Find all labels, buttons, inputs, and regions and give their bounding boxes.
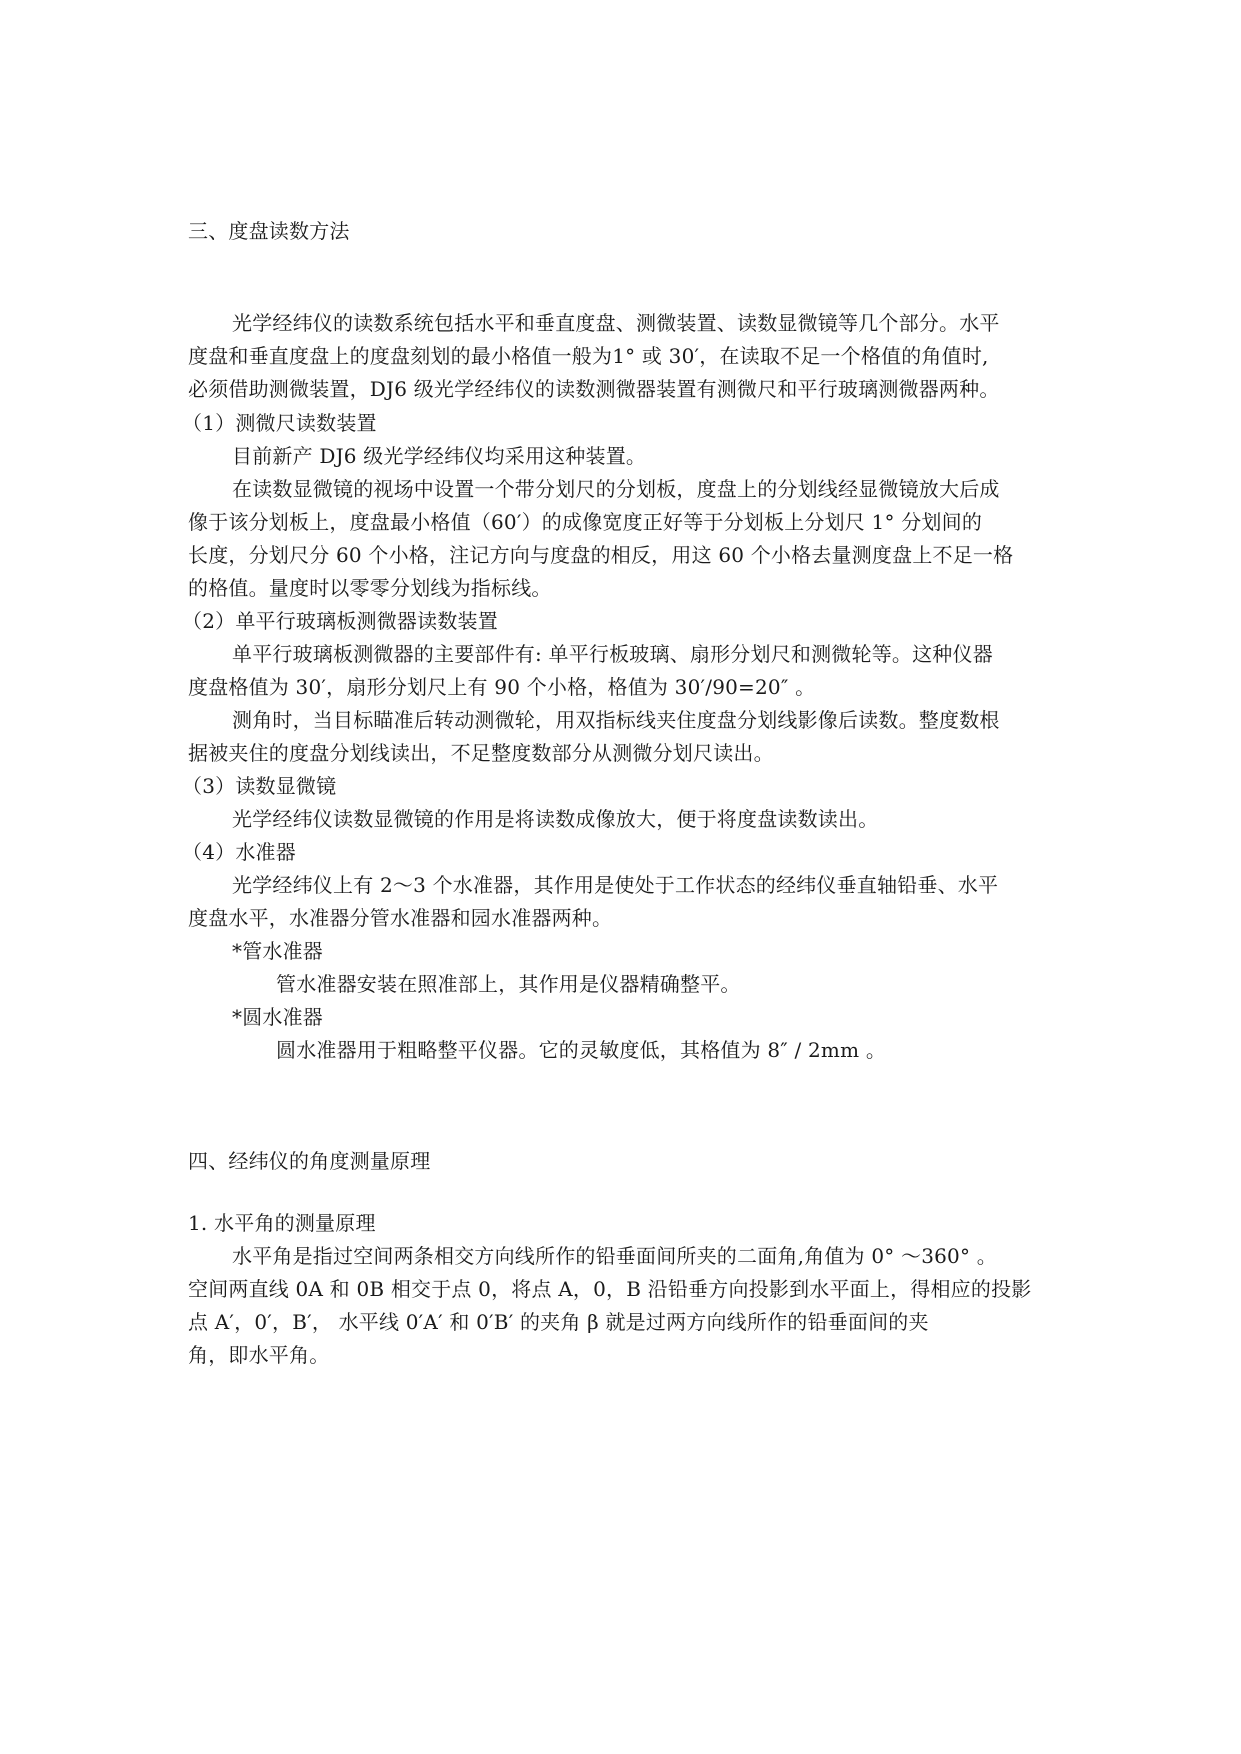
paragraph-line: 据被夹住的度盘分划线读出，不足整度数部分从测微分划尺读出。: [188, 741, 774, 765]
subsection-title: （1）测微尺读数装置: [182, 411, 377, 435]
subsection-title: 1. 水平角的测量原理: [188, 1211, 376, 1235]
subsection-title: （2）单平行玻璃板测微器读数装置: [182, 609, 498, 633]
paragraph-line: 空间两直线 0A 和 0B 相交于点 0，将点 A，0，B 沿铅垂方向投影到水平面上，得相应的投影: [188, 1277, 1032, 1301]
list-item-text: 圆水准器用于粗略整平仪器。它的灵敏度低，其格值为 8″ / 2mm 。: [276, 1038, 887, 1062]
paragraph-line: 的格值。量度时以零零分划线为指标线。: [188, 576, 552, 600]
paragraph-line: 光学经纬仪的读数系统包括水平和垂直度盘、测微装置、读数显微镜等几个部分。水平: [232, 311, 1000, 335]
list-item-title: *圆水准器: [232, 1005, 323, 1029]
paragraph-line: 光学经纬仪上有 2～3 个水准器，其作用是使处于工作状态的经纬仪垂直轴铅垂、水平: [232, 873, 999, 897]
paragraph-line: 在读数显微镜的视场中设置一个带分划尺的分划板，度盘上的分划线经显微镜放大后成: [232, 477, 1000, 501]
paragraph-line: 单平行玻璃板测微器的主要部件有: 单平行板玻璃、扇形分划尺和测微轮等。这种仪器: [232, 642, 993, 666]
paragraph-line: 测角时，当目标瞄准后转动测微轮，用双指标线夹住度盘分划线影像后读数。整度数根: [232, 708, 1000, 732]
paragraph-line: 度盘水平，水准器分管水准器和园水准器两种。: [188, 906, 613, 930]
paragraph-line: 度盘格值为 30′，扇形分划尺上有 90 个小格，格值为 30′/90=20″ 。: [188, 675, 816, 699]
paragraph-line: 点 A′，0′，B′， 水平线 0′A′ 和 0′B′ 的夹角 β 就是过两方向线所作的铅垂面间的夹: [188, 1310, 929, 1334]
paragraph-line: 光学经纬仪读数显微镜的作用是将读数成像放大，便于将度盘读数读出。: [232, 807, 879, 831]
subsection-title: （3）读数显微镜: [182, 774, 337, 798]
paragraph-line: 长度，分划尺分 60 个小格，注记方向与度盘的相反，用这 60 个小格去量测度盘上不足一格: [188, 543, 1014, 567]
list-item-title: *管水准器: [232, 939, 323, 963]
paragraph-line: 目前新产 DJ6 级光学经纬仪均采用这种装置。: [232, 444, 647, 468]
paragraph-line: 像于该分划板上，度盘最小格值（60′）的成像宽度正好等于分划板上分划尺 1° 分划间的: [188, 510, 983, 534]
list-item-text: 管水准器安装在照准部上，其作用是仪器精确整平。: [276, 972, 741, 996]
section-heading: 三、度盘读数方法: [188, 219, 350, 243]
subsection-title: （4）水准器: [182, 840, 296, 864]
section-heading: 四、经纬仪的角度测量原理: [188, 1149, 431, 1173]
paragraph-line: 角，即水平角。: [188, 1343, 330, 1367]
paragraph-line: 水平角是指过空间两条相交方向线所作的铅垂面间所夹的二面角,角值为 0° ～360° 。: [232, 1244, 997, 1268]
paragraph-line: 必须借助测微装置，DJ6 级光学经纬仪的读数测微器装置有测微尺和平行玻璃测微器两种。: [188, 377, 1000, 401]
paragraph-line: 度盘和垂直度盘上的度盘刻划的最小格值一般为1° 或 30′，在读取不足一个格值的角值时,: [188, 344, 989, 368]
